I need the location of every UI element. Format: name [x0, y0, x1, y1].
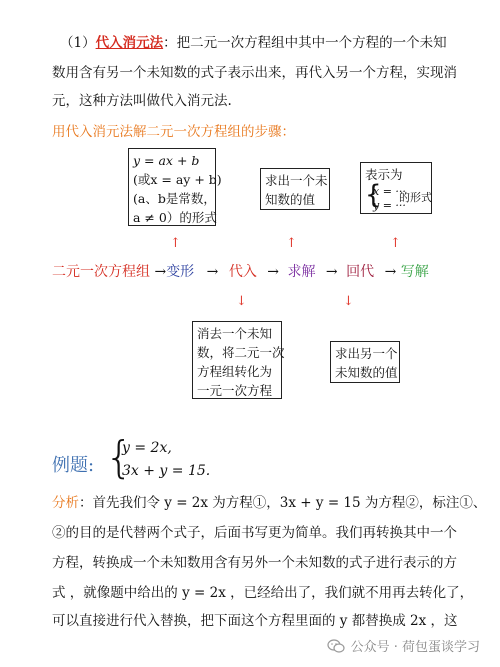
arrow-up-3: ↑	[390, 236, 401, 251]
wechat-icon	[327, 639, 345, 653]
box2-line2: 知数的值	[265, 192, 316, 207]
analysis-line-3: 方程，转换成一个未知数用含有另外一个未知数的式子进行表示的方	[52, 555, 457, 571]
box2-line1: 求出一个未	[265, 173, 328, 188]
intro-line-1	[60, 33, 447, 53]
footer-watermark	[327, 636, 480, 655]
intro-line1-rest: 把二元一次方程组中其中一个方程的一个未知	[176, 35, 447, 51]
steps-heading: 用代入消元法解二元一次方程组的步骤：	[52, 124, 295, 140]
box4-line2: 数，将二元一次	[197, 345, 285, 360]
flow-step-transform: 变形	[166, 264, 195, 280]
example-brace: {	[105, 432, 133, 483]
box4-line3: 方程组转化为	[197, 364, 273, 379]
flow-step-backsub: 回代	[346, 264, 375, 280]
intro-number: （1）	[60, 35, 96, 51]
flow-row	[52, 263, 429, 281]
flow-arrow-1: →	[154, 264, 167, 280]
flow-arrow-4: →	[325, 264, 338, 280]
box5-line2: 未知数的值	[335, 365, 398, 380]
box1-line2: (或x = ay + b)	[133, 172, 222, 187]
flow-arrow-2: →	[206, 264, 219, 280]
box1-line3: (a、b是常数，	[133, 191, 216, 206]
box-solve-other	[330, 341, 400, 383]
analysis-line-4: 式 ，就像题中给出的 y = 2x ，已经给出了，我们就不用再去转化了，	[52, 585, 474, 601]
box-transform-form	[128, 148, 222, 226]
analysis-label: 分析	[52, 495, 79, 511]
arrow-up-1: ↑	[170, 236, 181, 251]
intro-colon: ：	[163, 35, 177, 51]
flow-step-write: 写解	[400, 264, 429, 280]
example-eq2: 3x + y = 15.	[122, 463, 211, 479]
analysis-line-1	[52, 493, 486, 513]
example-label: 例题:	[52, 455, 95, 476]
arrow-down-2: ↓	[343, 294, 354, 309]
box3-brace: {	[365, 180, 382, 210]
intro-line-2: 数用含有另一个未知数的式子表示出来，再代入另一个方程，实现消	[52, 65, 457, 81]
footer-text: 公众号 · 荷包蛋谈学习	[350, 640, 480, 655]
box1-line4: a ≠ 0）的形式	[133, 210, 217, 225]
intro-line-3: 元，这种方法叫做代入消元法.	[52, 93, 232, 109]
box-express-form	[360, 162, 432, 214]
analysis-line1-text: ：首先我们令 y = 2x 为方程①，3x + y = 15 为方程②，标注①、	[79, 495, 487, 511]
box4-line1: 消去一个未知	[197, 326, 273, 341]
box4-line4: 一元一次方程	[197, 383, 273, 398]
box-eliminate	[192, 321, 285, 399]
box5-line1: 求出另一个	[335, 346, 398, 361]
box-solve-one	[260, 168, 330, 210]
box3-line2: x = ···	[373, 185, 406, 198]
flow-arrow-5: →	[384, 264, 397, 280]
box3-line1: 表示为	[365, 167, 403, 182]
example-eq1: y = 2x,	[122, 440, 172, 456]
analysis-line-2: ②的目的是代替两个式子，后面书写更为简单。我们再转换其中一个	[52, 525, 457, 541]
box3-line4: y = ···	[373, 199, 406, 212]
analysis-line-5: 可以直接进行代入替换，把下面这个方程里面的 y 都替换成 2x ，这	[52, 613, 458, 629]
flow-step-solve: 求解	[287, 264, 316, 280]
flow-start: 二元一次方程组	[52, 264, 150, 280]
intro-term: 代入消元法	[95, 35, 164, 51]
box3-system	[365, 180, 432, 212]
arrow-up-2: ↑	[286, 236, 297, 251]
flow-arrow-3: →	[267, 264, 280, 280]
flow-step-substitute: 代入	[228, 264, 257, 280]
box1-line1: y = ax + b	[133, 153, 200, 168]
box3-line3: 的形式	[399, 191, 432, 204]
arrow-down-1: ↓	[236, 294, 247, 309]
